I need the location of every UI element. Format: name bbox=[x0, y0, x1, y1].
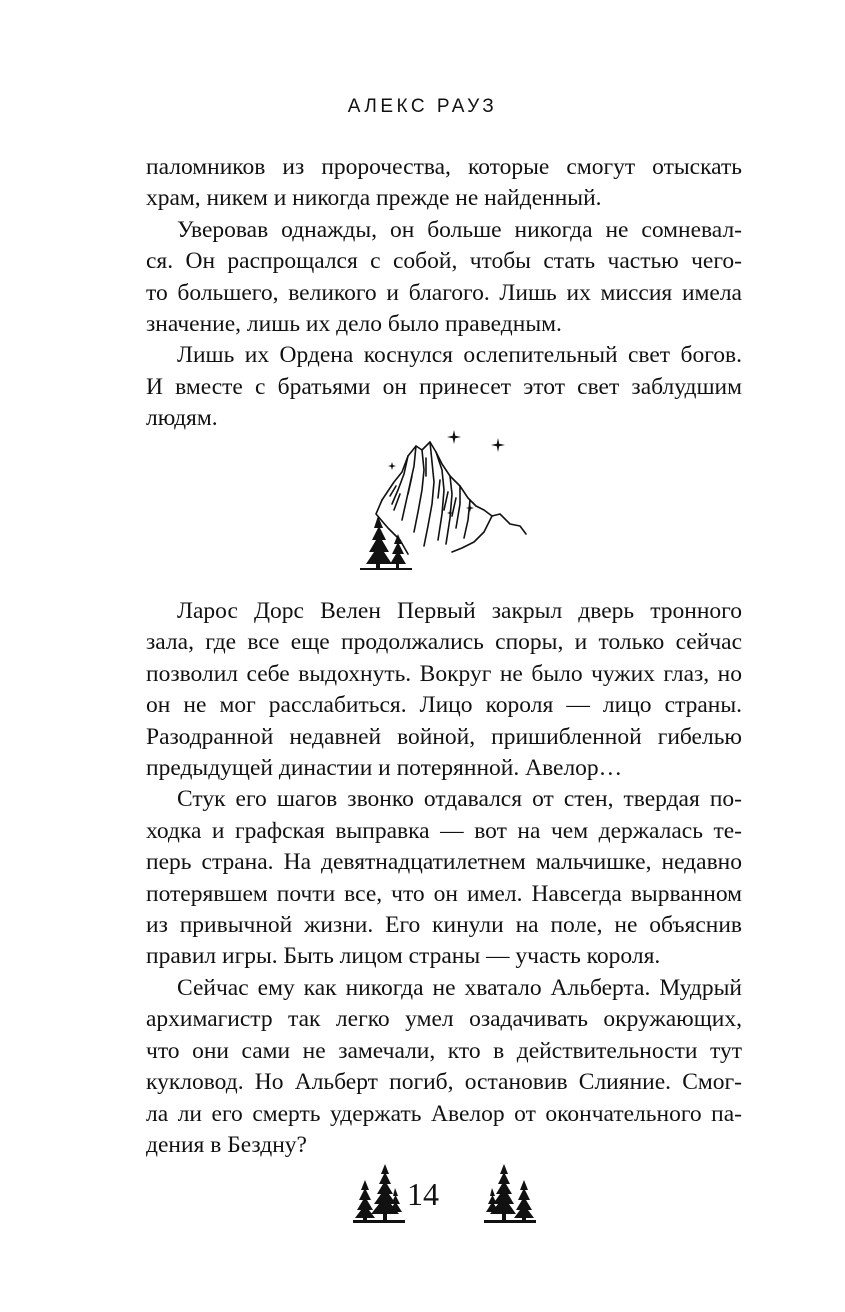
text-line: ла ли его смерть удержать Авелор от окончательного па- bbox=[146, 1100, 742, 1127]
text-line: Лишь их Ордена коснулся ослепительный свет богов. bbox=[177, 342, 742, 369]
text-line: людям. bbox=[146, 405, 218, 432]
text-line: кукловод. Но Альберт погиб, остановив Слияние. Смог- bbox=[146, 1069, 742, 1096]
text-line: значение, лишь их дело было праведным. bbox=[146, 311, 562, 338]
fir-trees-icon bbox=[351, 1162, 407, 1224]
text-line: Разодранной недавней войной, пришибленной гибелью bbox=[146, 723, 742, 750]
folio bbox=[0, 1162, 845, 1226]
text-line: храм, никем и никогда прежде не найденный. bbox=[146, 185, 602, 212]
text-line: зала, где все еще продолжались споры, и только сейчас bbox=[146, 629, 742, 656]
text-line: потерявшем почти все, что он имел. Навсегда вырванном bbox=[146, 880, 742, 907]
text-line: что они сами не замечали, кто в действительности тут bbox=[146, 1037, 742, 1064]
mountain-vignette-icon bbox=[352, 424, 532, 576]
running-head: АЛЕКС РАУЗ bbox=[347, 96, 498, 117]
text-section-1 bbox=[146, 152, 742, 435]
text-line: правил игры. Быть лицом страны — участь короля. bbox=[146, 943, 661, 970]
text-line: Стук его шагов звонко отдавался от стен, твердая по- bbox=[177, 786, 742, 813]
text-line: из привычной жизни. Его кинули на поле, не объяснив bbox=[146, 912, 742, 939]
text-line: позволил себе выдохнуть. Вокруг не было чужих глаз, но bbox=[146, 660, 742, 687]
text-line: И вместе с братьями он принесет этот свет заблудшим bbox=[146, 373, 742, 400]
page-number: 14 bbox=[407, 1176, 439, 1212]
text-line: Сейчас ему как никогда не хватало Альберта. Мудрый bbox=[177, 974, 742, 1001]
text-line: дения в Бездну? bbox=[146, 1131, 307, 1158]
text-line: перь страна. На девятнадцатилетнем мальчишке, недавно bbox=[146, 849, 742, 876]
text-line: ходка и графская выправка — вот на чем держалась те- bbox=[146, 817, 742, 844]
text-section-2 bbox=[146, 596, 742, 1161]
text-line: то большего, великого и благого. Лишь их миссия имела bbox=[146, 279, 742, 306]
text-line: Ларос Дорс Велен Первый закрыл дверь тронного bbox=[177, 598, 742, 624]
fir-trees-icon bbox=[482, 1162, 538, 1224]
text-line: ся. Он распрощался с собой, чтобы стать частью чего- bbox=[146, 248, 742, 275]
text-line: архимагистр так легко умел озадачивать окружающих, bbox=[146, 1006, 742, 1033]
text-line: он не мог расслабиться. Лицо короля — лицо страны. bbox=[146, 692, 742, 719]
text-line: Уверовав однажды, он больше никогда не сомневал- bbox=[177, 216, 742, 243]
text-line: предыдущей династии и потерянной. Авелор… bbox=[146, 755, 623, 782]
text-line: паломников из пророчества, которые смогут отыскать bbox=[146, 154, 742, 180]
